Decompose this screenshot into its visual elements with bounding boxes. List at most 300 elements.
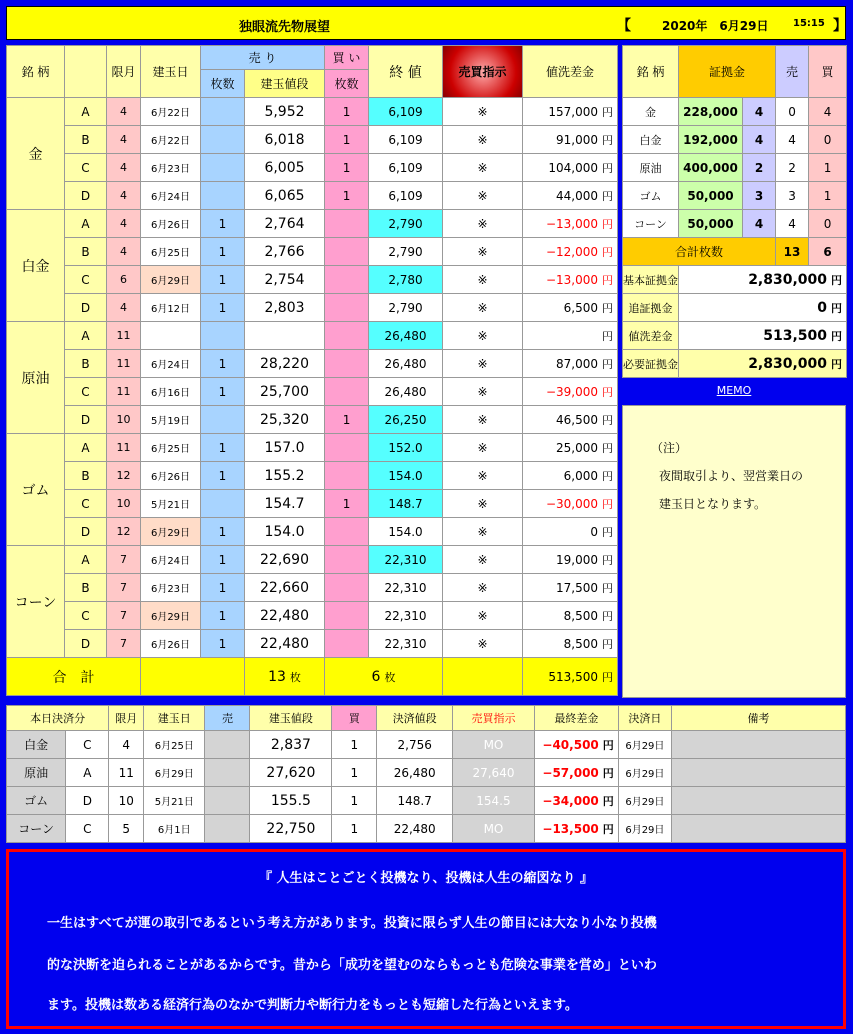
yen-unit: 円 [602,525,614,539]
settle-buy: 1 [332,815,377,843]
amount-value: 19,000 [556,552,599,567]
contract-month: 4 [107,98,141,126]
trade-instruction: ※ [443,406,523,434]
valuation-diff [523,322,618,350]
sell-count [201,126,245,154]
settle-row [7,787,846,815]
summary-row [623,294,847,322]
open-price: 22,660 [245,574,325,602]
trade-instruction: ※ [443,574,523,602]
amount-value: −34,000 [542,793,599,808]
settle-header-5: 建玉値段 [250,706,332,731]
date-label: 2020年 6月29日 [662,19,769,33]
open-date: 6月25日 [141,434,201,462]
settle-header-11: 備考 [671,706,845,731]
margin-count: 4 [743,98,776,126]
contract-month: 4 [107,182,141,210]
valuation-diff [523,266,618,294]
contract-key: C [65,602,107,630]
settle-note [671,787,845,815]
amount-value: 8,500 [563,636,599,651]
open-date: 6月24日 [141,350,201,378]
side-header-uri: 売 [776,46,809,98]
buy-count: 1 [325,490,369,518]
table-row [7,462,618,490]
settle-open-date: 6月29日 [144,759,205,787]
valuation-diff [523,630,618,658]
memo-line: 建玉日となります。 [659,497,767,511]
open-price: 2,803 [245,294,325,322]
trade-instruction: ※ [443,462,523,490]
valuation-diff [523,602,618,630]
buy-count: 1 [325,182,369,210]
header-neara-sakin: 値洗差金 [523,46,618,98]
settle-month: 5 [109,815,144,843]
settle-open-date: 6月1日 [144,815,205,843]
settle-price: 2,756 [377,731,453,759]
bracket-close: 】 [833,18,847,34]
margin-sell: 0 [776,98,809,126]
buy-count [325,238,369,266]
buy-count: 1 [325,126,369,154]
contract-month: 10 [107,406,141,434]
margin-commodity: 白金 [623,126,679,154]
sell-count: 1 [201,238,245,266]
table-row [7,630,618,658]
table-row [7,126,618,154]
yen-unit: 円 [602,133,614,147]
settle-buy: 1 [332,787,377,815]
margin-amount: 192,000 [679,126,743,154]
close-price: 26,250 [369,406,443,434]
buy-count [325,294,369,322]
memo-box [622,405,846,698]
valuation-diff [523,154,618,182]
settle-note [671,759,845,787]
buy-count [325,266,369,294]
margin-table [622,45,847,378]
contract-month: 10 [107,490,141,518]
summary-label: 値洗差金 [623,322,679,350]
bracket-open: 【 [617,18,631,34]
yen-unit: 円 [602,385,614,399]
amount-value: −13,500 [542,821,599,836]
amount-value: 513,500 [548,669,599,684]
commodity-name: コーン [7,546,65,658]
settle-instruction: MO [453,815,535,843]
yen-unit: 円 [602,245,614,259]
open-date [141,322,201,350]
side-header-meigara: 銘 柄 [623,46,679,98]
yen-unit: 円 [602,609,614,623]
amount-value: 104,000 [548,160,599,175]
valuation-diff [523,126,618,154]
summary-row [623,266,847,294]
contract-key: C [65,378,107,406]
contract-month: 7 [107,546,141,574]
close-price: 6,109 [369,182,443,210]
margin-row [623,210,847,238]
settle-month: 11 [109,759,144,787]
settle-month: 10 [109,787,144,815]
contract-key: A [65,546,107,574]
contract-month: 4 [107,154,141,182]
settle-header-6: 買 [332,706,377,731]
open-date: 6月12日 [141,294,201,322]
settle-sell [205,759,250,787]
sell-count: 1 [201,434,245,462]
amount-value: −39,000 [545,384,599,399]
settle-open-price: 22,750 [250,815,332,843]
side-header-kai: 買 [809,46,847,98]
settle-row [7,815,846,843]
margin-count: 4 [743,126,776,154]
settle-instruction: 27,640 [453,759,535,787]
summary-label: 基本証拠金 [623,266,679,294]
yen-unit: 円 [602,497,614,511]
total-sell [245,658,325,696]
total-spacer [141,658,245,696]
margin-row [623,126,847,154]
sell-count: 1 [201,630,245,658]
open-date: 6月29日 [141,266,201,294]
table-row [7,322,618,350]
header-tategyokubi: 建玉日 [141,46,201,98]
yen-unit: 円 [602,469,614,483]
valuation-diff [523,350,618,378]
contract-key: C [65,490,107,518]
trade-instruction: ※ [443,210,523,238]
yen-unit: 円 [602,301,614,315]
header-baibai-shiji: 売買指示 [443,46,523,98]
trade-instruction: ※ [443,98,523,126]
margin-count: 2 [743,154,776,182]
settle-key: C [66,731,109,759]
open-date: 6月23日 [141,574,201,602]
contract-key: C [65,154,107,182]
close-price: 26,480 [369,322,443,350]
open-date: 6月29日 [141,518,201,546]
open-price: 2,766 [245,238,325,266]
valuation-diff [523,378,618,406]
contract-month: 12 [107,518,141,546]
margin-commodity: 原油 [623,154,679,182]
memo-line: （注） [651,441,688,455]
side-header-shokokin: 証拠金 [679,46,776,98]
amount-value: 6,500 [563,300,599,315]
contract-month: 11 [107,434,141,462]
title-bar [6,6,846,40]
table-row [7,350,618,378]
sell-count: 1 [201,518,245,546]
buy-count [325,350,369,378]
margin-amount: 400,000 [679,154,743,182]
commodity-name: ゴム [7,434,65,546]
buy-count: 1 [325,154,369,182]
quote-line: 一生はすべてが運の取引であるという考え方があります。投資に限らず人生の節目には大なり小なり投機 [47,916,657,931]
trade-instruction: ※ [443,518,523,546]
open-date: 6月16日 [141,378,201,406]
total-buy-value: 6 [371,668,381,685]
margin-amount: 228,000 [679,98,743,126]
quote-title: 『 人生はことごとく投機なり、投機は人生の縮図なり 』 [258,871,594,886]
sell-count: 1 [201,574,245,602]
open-price: 2,754 [245,266,325,294]
settle-price: 148.7 [377,787,453,815]
yen-unit: 円 [831,357,843,371]
amount-value: 25,000 [556,440,599,455]
summary-value [679,266,847,294]
close-price: 154.0 [369,518,443,546]
margin-total-sell: 13 [776,238,809,266]
contract-month: 7 [107,602,141,630]
open-date: 6月22日 [141,98,201,126]
close-price: 2,780 [369,266,443,294]
margin-commodity: ゴム [623,182,679,210]
contract-key: C [65,266,107,294]
amount-value: 157,000 [548,104,599,119]
margin-sell: 4 [776,126,809,154]
settle-date: 6月29日 [618,815,671,843]
close-price: 26,480 [369,350,443,378]
margin-buy: 1 [809,182,847,210]
buy-count: 1 [325,98,369,126]
contract-key: D [65,518,107,546]
open-date: 5月19日 [141,406,201,434]
quote-line: ます。投機は数ある経済行為のなかで判断力や断行力をもっとも短縮した行為といえます。 [47,998,578,1013]
commodity-name: 原油 [7,322,65,434]
yen-unit: 円 [831,329,843,343]
trade-instruction: ※ [443,238,523,266]
settle-commodity: コーン [7,815,66,843]
contract-month: 11 [107,322,141,350]
yen-unit: 円 [602,738,614,752]
yen-unit: 円 [602,441,614,455]
yen-unit: 円 [602,822,614,836]
amount-value: −13,000 [545,216,599,231]
valuation-diff [523,238,618,266]
positions-table [6,45,618,696]
margin-amount: 50,000 [679,210,743,238]
buy-count: 1 [325,406,369,434]
yen-unit: 円 [602,105,614,119]
settle-header-3: 建玉日 [144,706,205,731]
trade-instruction: ※ [443,182,523,210]
yen-unit: 円 [831,301,843,315]
contract-key: B [65,126,107,154]
contract-month: 7 [107,574,141,602]
yen-unit: 円 [602,189,614,203]
summary-value [679,294,847,322]
settle-open-price: 155.5 [250,787,332,815]
open-price: 22,480 [245,630,325,658]
contract-key: A [65,434,107,462]
margin-buy: 0 [809,210,847,238]
contract-month: 6 [107,266,141,294]
amount-value: 8,500 [563,608,599,623]
summary-value [679,350,847,378]
margin-total-buy: 6 [809,238,847,266]
trade-instruction: ※ [443,434,523,462]
open-date: 6月26日 [141,462,201,490]
settle-header-7: 決済値段 [377,706,453,731]
buy-count [325,462,369,490]
table-row [7,98,618,126]
total-spacer [443,658,523,696]
margin-commodity: 金 [623,98,679,126]
summary-row [623,322,847,350]
margin-row [623,154,847,182]
open-date: 6月24日 [141,182,201,210]
trade-instruction: ※ [443,602,523,630]
contract-key: A [65,98,107,126]
open-date: 6月23日 [141,154,201,182]
total-sell-value: 13 [268,668,286,685]
margin-row [623,182,847,210]
quote-line: 的な決断を迫られることがあるからです。昔から「成功を望むのならもっとも危険な事業を営め」といわ [47,958,657,973]
total-buy [325,658,443,696]
settle-commodity: 原油 [7,759,66,787]
table-row [7,406,618,434]
table-row [7,154,618,182]
close-price: 6,109 [369,126,443,154]
trade-instruction: ※ [443,630,523,658]
buy-count [325,602,369,630]
amount-value: −40,500 [542,737,599,752]
margin-sell: 4 [776,210,809,238]
yen-unit: 円 [602,670,614,684]
table-row [7,434,618,462]
contract-key: B [65,350,107,378]
total-row [7,658,618,696]
amount-value: 44,000 [556,188,599,203]
settle-key: A [66,759,109,787]
settle-open-price: 2,837 [250,731,332,759]
trade-instruction: ※ [443,126,523,154]
contract-month: 7 [107,630,141,658]
contract-key: D [65,294,107,322]
settle-open-date: 5月21日 [144,787,205,815]
settle-commodity: 白金 [7,731,66,759]
close-price: 6,109 [369,98,443,126]
sell-count: 1 [201,602,245,630]
header-gengetsu: 限月 [107,46,141,98]
unit-label: 枚 [384,670,396,684]
memo-label[interactable]: MEMO [716,384,752,397]
contract-key: D [65,630,107,658]
close-price: 6,109 [369,154,443,182]
commodity-name: 金 [7,98,65,210]
sell-count: 1 [201,266,245,294]
settle-row [7,731,846,759]
amount-value: 46,500 [556,412,599,427]
trade-instruction: ※ [443,294,523,322]
sell-count: 1 [201,378,245,406]
yen-unit: 円 [602,413,614,427]
contract-month: 11 [107,378,141,406]
close-price: 152.0 [369,434,443,462]
yen-unit: 円 [602,637,614,651]
yen-unit: 円 [602,329,614,343]
settle-final-diff [534,815,618,843]
margin-buy: 1 [809,154,847,182]
settle-price: 26,480 [377,759,453,787]
margin-amount: 50,000 [679,182,743,210]
yen-unit: 円 [602,581,614,595]
sell-count: 1 [201,294,245,322]
settle-date: 6月29日 [618,787,671,815]
open-price: 22,690 [245,546,325,574]
settle-header-4: 売 [205,706,250,731]
amount-value: −30,000 [545,496,599,511]
table-row [7,490,618,518]
trade-instruction: ※ [443,350,523,378]
memo-line: 夜間取引より、翌営業日の [659,469,804,483]
amount-value: 0 [817,299,828,316]
contract-month: 12 [107,462,141,490]
open-price: 155.2 [245,462,325,490]
sell-count [201,322,245,350]
amount-value: −12,000 [545,244,599,259]
close-price: 2,790 [369,210,443,238]
header-sell-count: 枚数 [201,70,245,98]
settle-open-date: 6月25日 [144,731,205,759]
open-price: 6,065 [245,182,325,210]
close-price: 26,480 [369,378,443,406]
open-price: 25,320 [245,406,325,434]
amount-value: 2,830,000 [748,355,828,372]
buy-count [325,210,369,238]
open-price: 6,018 [245,126,325,154]
settle-date: 6月29日 [618,731,671,759]
commodity-name: 白金 [7,210,65,322]
trade-instruction: ※ [443,490,523,518]
total-label: 合 計 [7,658,141,696]
yen-unit: 円 [602,217,614,231]
trade-instruction: ※ [443,322,523,350]
valuation-diff [523,462,618,490]
contract-month: 4 [107,210,141,238]
margin-commodity: コーン [623,210,679,238]
close-price: 154.0 [369,462,443,490]
summary-row [623,350,847,378]
settle-final-diff [534,731,618,759]
contract-key: B [65,462,107,490]
open-date: 6月26日 [141,210,201,238]
margin-total-label: 合計枚数 [623,238,776,266]
open-date: 5月21日 [141,490,201,518]
valuation-diff [523,490,618,518]
contract-key: D [65,182,107,210]
yen-unit: 円 [602,357,614,371]
yen-unit: 円 [831,273,843,287]
settle-date: 6月29日 [618,759,671,787]
valuation-diff [523,434,618,462]
table-row [7,574,618,602]
table-row [7,602,618,630]
sell-count [201,98,245,126]
close-price: 22,310 [369,630,443,658]
summary-label: 追証拠金 [623,294,679,322]
valuation-diff [523,98,618,126]
settle-key: C [66,815,109,843]
open-price: 2,764 [245,210,325,238]
contract-month: 4 [107,126,141,154]
open-date: 6月22日 [141,126,201,154]
sell-count [201,406,245,434]
open-date: 6月29日 [141,602,201,630]
yen-unit: 円 [602,161,614,175]
